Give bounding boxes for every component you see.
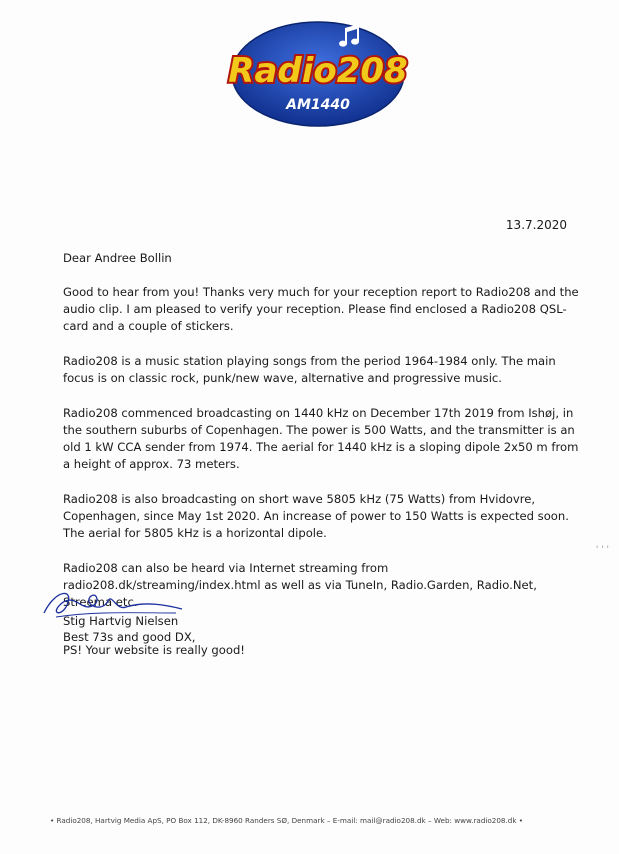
radio208-logo-graphic	[218, 12, 418, 132]
letterhead-footer: • Radio208, Hartvig Media ApS, PO Box 112, DK-8960 Randers SØ, Denmark – E-mail: mail@radio208.dk – Web: www.radio208.dk •	[50, 816, 524, 825]
closing: Best 73s and good DX,	[63, 630, 196, 644]
paragraph-streaming: Radio208 can also be heard via Internet streaming from radio208.dk/streaming/index.html as well as via TuneIn, Radio.Garden, Radio.Net, Streema etc.	[63, 561, 537, 609]
letter-date: 13.7.2020	[505, 218, 567, 232]
scan-specks: ' ' '	[595, 545, 609, 555]
salutation: Dear Andree Bollin	[63, 251, 172, 265]
postscript: PS! Your website is really good!	[63, 643, 245, 657]
logo-band-text: AM1440	[286, 97, 350, 113]
paragraph-reception: Good to hear from you! Thanks very much for your reception report to Radio208 and the audio clip. I am pleased to verify your reception. Please find enclosed a Radio208 QSL-card and a couple of stickers.	[63, 285, 579, 333]
logo-brand-text: Radio208	[228, 51, 408, 91]
signer-name: Stig Hartvig Nielsen	[63, 614, 179, 628]
radio208-logo	[218, 12, 418, 132]
paragraph-shortwave: Radio208 is also broadcasting on short wave 5805 kHz (75 Watts) from Hvidovre, Copenhagen, since May 1st 2020. An increase of power to 150 Watts is expected soon. The aerial for 5805 kHz is a horizontal dipole.	[63, 492, 569, 540]
paragraph-mediumwave: Radio208 commenced broadcasting on 1440 kHz on December 17th 2019 from Ishøj, in the southern suburbs of Copenhagen. The power is 500 Watts, and the transmitter is an old 1 kW CCA sender from 1974. The aerial for 1440 kHz is a sloping dipole 2x50 m from a height of approx. 73 meters.	[63, 406, 579, 471]
paragraph-music: Radio208 is a music station playing songs from the period 1964-1984 only. The main focus is on classic rock, punk/new wave, alternative and progressive music.	[63, 354, 556, 385]
